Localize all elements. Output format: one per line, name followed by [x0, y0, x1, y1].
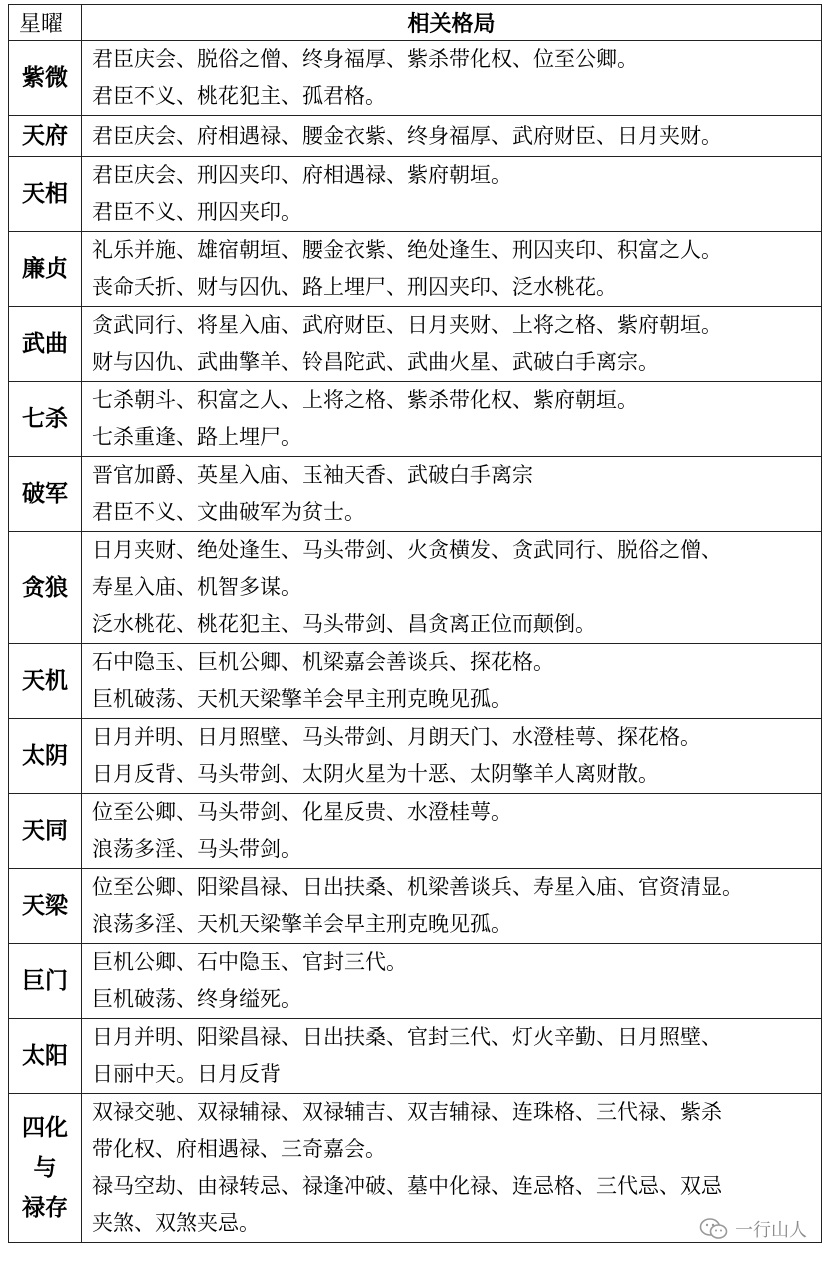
star-name: 天梁	[9, 869, 82, 944]
pattern-list	[82, 719, 822, 794]
pattern-list	[82, 1019, 822, 1094]
table-row	[9, 382, 822, 457]
star-name: 贪狼	[9, 532, 82, 644]
star-name-part: 四化	[22, 1115, 68, 1141]
star-name-part: 禄存	[22, 1195, 68, 1221]
pattern-line: 君臣不义、桃花犯主、孤君格。	[92, 84, 386, 108]
pattern-line: 带化权、府相遇禄、三奇嘉会。	[92, 1137, 386, 1161]
pattern-line: 君臣不义、刑囚夹印。	[92, 200, 302, 224]
pattern-line: 巨机破荡、天机天梁擎羊会早主刑克晚见孤。	[92, 687, 512, 711]
header-star: 星曜	[9, 5, 82, 41]
pattern-line: 浪荡多淫、天机天梁擎羊会早主刑克晚见孤。	[92, 912, 512, 936]
pattern-line: 巨机公卿、石中隐玉、官封三代。	[92, 950, 407, 974]
table-row	[9, 644, 822, 719]
pattern-line: 君臣庆会、刑囚夹印、府相遇禄、紫府朝垣。	[92, 163, 512, 187]
table-row	[9, 944, 822, 1019]
table-row	[9, 457, 822, 532]
pattern-line: 君臣不义、文曲破军为贫士。	[92, 500, 365, 524]
pattern-line: 七杀重逢、路上埋尸。	[92, 425, 302, 449]
star-name: 紫微	[9, 41, 82, 116]
pattern-list	[82, 457, 822, 532]
pattern-list	[82, 794, 822, 869]
table-body	[9, 41, 822, 1243]
pattern-line: 贪武同行、将星入庙、武府财臣、日月夹财、上将之格、紫府朝垣。	[92, 313, 722, 337]
pattern-list	[82, 41, 822, 116]
pattern-list	[82, 944, 822, 1019]
table-row	[9, 532, 822, 644]
pattern-line: 日月反背、马头带剑、太阴火星为十恶、太阴擎羊人离财散。	[92, 762, 659, 786]
star-name: 天同	[9, 794, 82, 869]
pattern-list	[82, 116, 822, 157]
pattern-list	[82, 532, 822, 644]
watermark	[699, 1216, 807, 1242]
table-row	[9, 41, 822, 116]
pattern-line: 寿星入庙、机智多谋。	[92, 575, 302, 599]
table-row	[9, 1019, 822, 1094]
star-name: 巨门	[9, 944, 82, 1019]
table-row	[9, 157, 822, 232]
pattern-line: 夹煞、双煞夹忌。	[92, 1211, 260, 1235]
pattern-line: 位至公卿、马头带剑、化星反贵、水澄桂萼。	[92, 800, 512, 824]
pattern-line: 日月并明、日月照壁、马头带剑、月朗天门、水澄桂萼、探花格。	[92, 725, 701, 749]
pattern-list	[82, 157, 822, 232]
pattern-line: 位至公卿、阳梁昌禄、日出扶桑、机梁善谈兵、寿星入庙、官资清显。	[92, 875, 743, 899]
table-row	[9, 307, 822, 382]
star-name-part: 与	[33, 1155, 57, 1181]
pattern-list	[82, 232, 822, 307]
pattern-line: 双禄交驰、双禄辅禄、双禄辅吉、双吉辅禄、连珠格、三代禄、紫杀	[92, 1100, 722, 1124]
pattern-line: 礼乐并施、雄宿朝垣、腰金衣紫、绝处逢生、刑囚夹印、积富之人。	[92, 238, 722, 262]
pattern-line: 丧命夭折、财与囚仇、路上埋尸、刑囚夹印、泛水桃花。	[92, 275, 617, 299]
table-row	[9, 794, 822, 869]
table-row	[9, 869, 822, 944]
table-row	[9, 719, 822, 794]
pattern-line: 晋官加爵、英星入庙、玉袖天香、武破白手离宗	[92, 463, 533, 487]
header-patterns: 相关格局	[82, 5, 822, 41]
pattern-line: 浪荡多淫、马头带剑。	[92, 837, 302, 861]
pattern-line: 七杀朝斗、积富之人、上将之格、紫杀带化权、紫府朝垣。	[92, 388, 638, 412]
pattern-line: 财与囚仇、武曲擎羊、铃昌陀武、武曲火星、武破白手离宗。	[92, 350, 659, 374]
pattern-line: 君臣庆会、脱俗之僧、终身福厚、紫杀带化权、位至公卿。	[92, 47, 638, 71]
pattern-list	[82, 382, 822, 457]
star-name: 太阴	[9, 719, 82, 794]
pattern-line: 日丽中天。日月反背	[92, 1062, 281, 1086]
pattern-list	[82, 307, 822, 382]
pattern-line: 泛水桃花、桃花犯主、马头带剑、昌贪离正位而颠倒。	[92, 612, 596, 636]
pattern-line: 君臣庆会、府相遇禄、腰金衣紫、终身福厚、武府财臣、日月夹财。	[92, 123, 722, 148]
wechat-icon	[699, 1217, 729, 1241]
pattern-line: 日月并明、阳梁昌禄、日出扶桑、官封三代、灯火辛勤、日月照壁、	[92, 1025, 722, 1049]
table-row	[9, 116, 822, 157]
star-name: 天府	[9, 116, 82, 157]
pattern-line: 禄马空劫、由禄转忌、禄逢冲破、墓中化禄、连忌格、三代忌、双忌	[92, 1174, 722, 1198]
star-name: 太阳	[9, 1019, 82, 1094]
pattern-list	[82, 644, 822, 719]
star-name: 廉贞	[9, 232, 82, 307]
pattern-line: 巨机破荡、终身缢死。	[92, 987, 302, 1011]
pattern-list	[82, 869, 822, 944]
patterns-table	[8, 4, 822, 1243]
star-name: 天机	[9, 644, 82, 719]
watermark-text: 一行山人	[735, 1220, 807, 1241]
star-name	[9, 1094, 82, 1243]
table-row	[9, 232, 822, 307]
pattern-line: 石中隐玉、巨机公卿、机梁嘉会善谈兵、探花格。	[92, 650, 554, 674]
pattern-line: 日月夹财、绝处逢生、马头带剑、火贪横发、贪武同行、脱俗之僧、	[92, 538, 722, 562]
table-header-row	[9, 5, 822, 41]
star-name: 天相	[9, 157, 82, 232]
star-name: 七杀	[9, 382, 82, 457]
star-name: 破军	[9, 457, 82, 532]
star-name: 武曲	[9, 307, 82, 382]
